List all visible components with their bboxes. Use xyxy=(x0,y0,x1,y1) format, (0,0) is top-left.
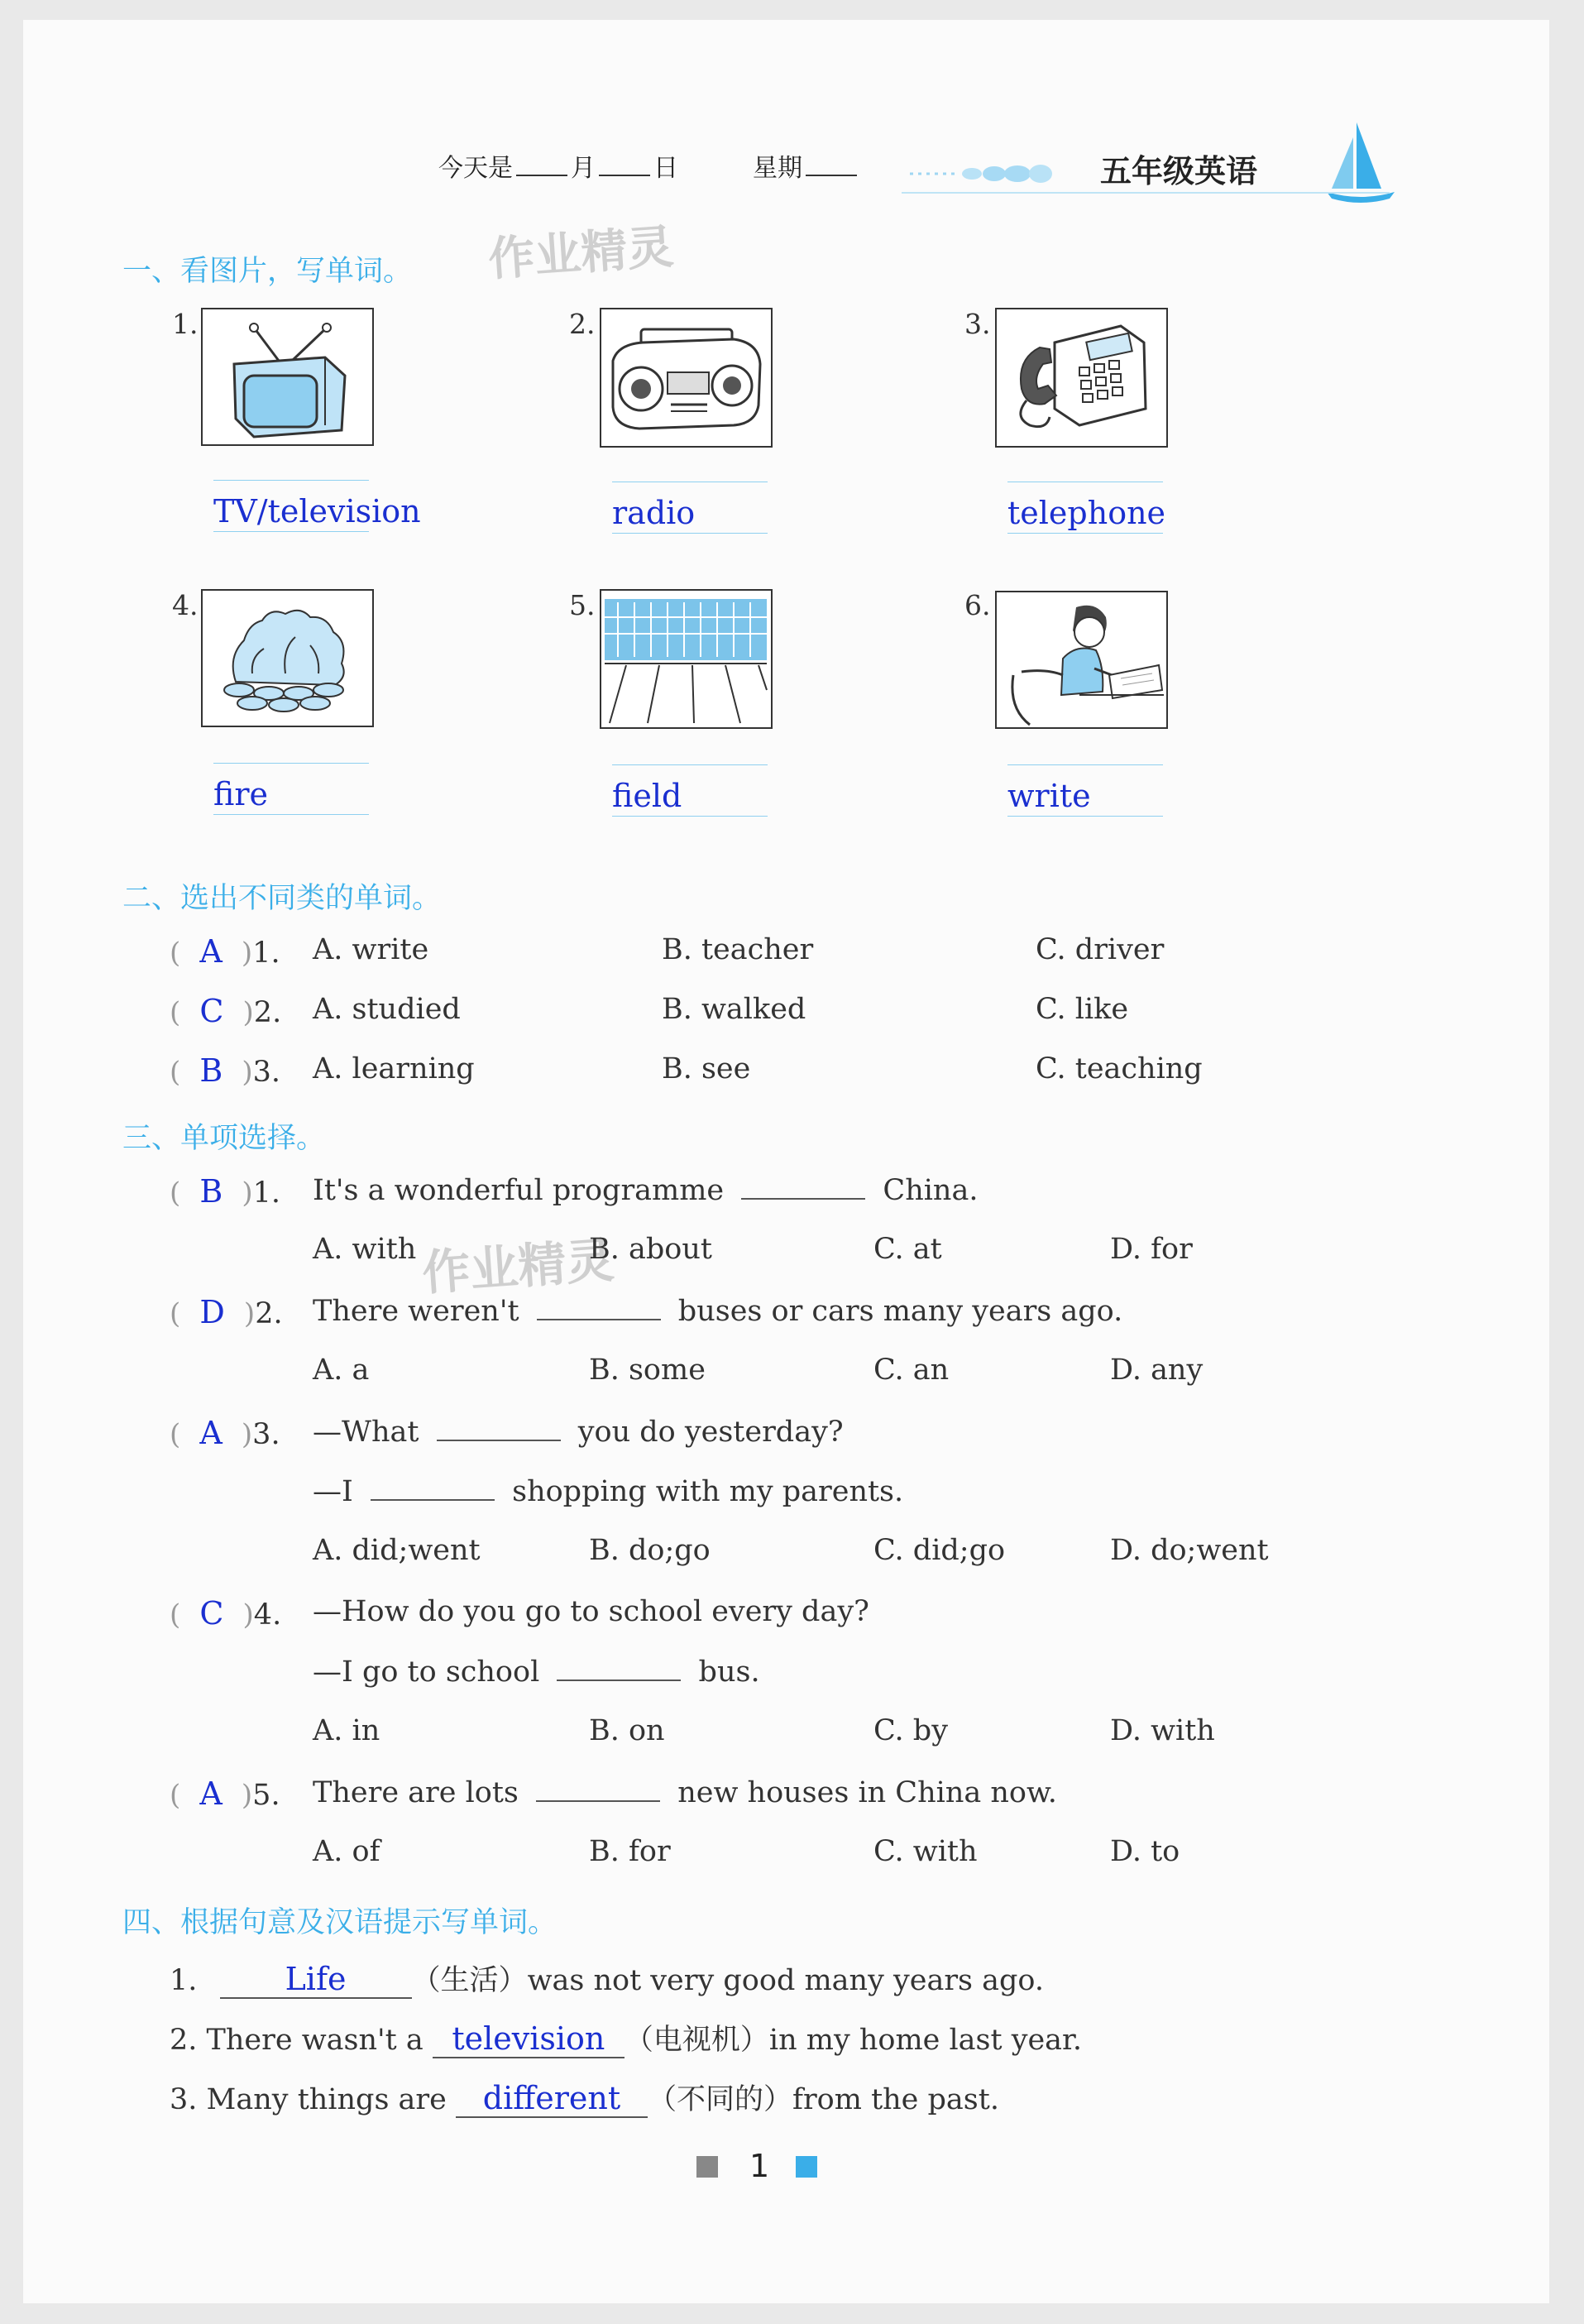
paren-close: ) xyxy=(242,1598,254,1632)
s2-q2-option-b: B. walked xyxy=(662,993,806,1026)
s3-q1-text-after: China. xyxy=(883,1174,979,1207)
s3-q1-number: 1. xyxy=(252,1176,281,1210)
s3-q3-blank xyxy=(437,1415,561,1441)
watermark-top: 作业精灵 xyxy=(486,220,676,287)
answer2-text: radio xyxy=(612,495,696,531)
s3-q2-text-after: buses or cars many years ago. xyxy=(677,1295,1123,1328)
answer4-text: fire xyxy=(213,776,268,812)
s3-q1-blank xyxy=(741,1173,865,1200)
writing-line xyxy=(1007,764,1163,765)
s3-q4-line2-before: —I go to school xyxy=(313,1656,540,1689)
footer-gray-square xyxy=(696,2156,718,2178)
s4-item1-hint: （生活） xyxy=(411,1964,528,1997)
month-label: 月 xyxy=(571,154,596,183)
s2-q2-option-a: A. studied xyxy=(313,993,461,1026)
s2-q3-option-c: C. teaching xyxy=(1036,1052,1203,1085)
radio-icon xyxy=(600,308,773,448)
writing-line xyxy=(213,763,369,764)
s3-question-3 xyxy=(170,1415,280,1451)
paren-close: ) xyxy=(242,1176,253,1210)
answer5-text: field xyxy=(612,778,682,814)
section3-title: 三、单项选择。 xyxy=(122,1122,326,1155)
s3-q3-stem xyxy=(313,1415,844,1449)
s3-q4-option-d: D. with xyxy=(1110,1714,1215,1747)
s2-q1-number: 1. xyxy=(252,937,280,970)
s2-q1-answer: A xyxy=(199,933,223,970)
s3-question-4 xyxy=(170,1595,281,1632)
answer1-text: TV/television xyxy=(213,493,421,529)
s3-q1-option-c: C. at xyxy=(873,1233,942,1266)
writing-boy-icon xyxy=(995,591,1168,729)
paren-open: ( xyxy=(170,1598,181,1632)
field-icon xyxy=(600,589,773,729)
s3-q3-line2 xyxy=(313,1474,903,1508)
s4-item2-text-after: in my home last year. xyxy=(768,2024,1083,2057)
s3-q5-text-before: There are lots xyxy=(313,1776,519,1809)
s2-q3-option-b: B. see xyxy=(662,1052,751,1085)
fire-icon xyxy=(201,589,374,727)
watermark-middle: 作业精灵 xyxy=(420,1231,616,1301)
s3-q4-option-c: C. by xyxy=(873,1714,948,1747)
s3-q1-stem xyxy=(313,1173,978,1207)
item5-number: 5. xyxy=(569,589,596,621)
s2-question-1 xyxy=(170,933,280,970)
s3-q5-option-b: B. for xyxy=(589,1835,671,1868)
s3-q3-option-d: D. do;went xyxy=(1110,1534,1269,1567)
s3-q5-text-after: new houses in China now. xyxy=(677,1776,1057,1809)
grade-title: 五年级英语 xyxy=(1100,153,1258,189)
s3-q5-option-d: D. to xyxy=(1110,1835,1180,1868)
s3-q5-option-a: A. of xyxy=(313,1835,380,1868)
s3-q2-stem xyxy=(313,1294,1122,1328)
paren-open: ( xyxy=(170,1056,181,1089)
writing-line xyxy=(213,531,369,532)
s3-q5-stem xyxy=(313,1775,1057,1809)
s2-q1-option-a: A. write xyxy=(313,933,429,966)
s4-item1-number: 1. xyxy=(170,1964,198,1997)
s3-q3-option-a: A. did;went xyxy=(313,1534,481,1567)
s2-q2-number: 2. xyxy=(253,996,282,1029)
date-prefix: 今天是 xyxy=(438,154,513,183)
s3-q1-option-a: A. with xyxy=(313,1233,417,1266)
writing-line xyxy=(612,764,768,765)
s4-item2-hint: （电视机） xyxy=(624,2024,769,2057)
s3-question-2 xyxy=(170,1294,283,1330)
footer-blue-square xyxy=(796,2156,817,2178)
weekday-blank xyxy=(806,171,857,176)
s2-q1-option-c: C. driver xyxy=(1036,933,1165,966)
paren-close: ) xyxy=(242,996,254,1029)
weekday-label: 星期 xyxy=(753,154,802,183)
s3-q3-text-after: you do yesterday? xyxy=(577,1416,844,1449)
s3-q4-number: 4. xyxy=(253,1598,282,1632)
s3-q4-option-b: B. on xyxy=(589,1714,665,1747)
answer4-area xyxy=(213,763,369,815)
header-decoration xyxy=(910,157,1055,190)
answer3-area xyxy=(1007,482,1165,534)
item2-number: 2. xyxy=(569,308,596,340)
telephone-icon xyxy=(995,308,1168,448)
s4-item3-number: 3. xyxy=(170,2083,198,2116)
answer1-area xyxy=(213,480,421,532)
date-line xyxy=(438,147,860,184)
s3-q3-number: 3. xyxy=(252,1418,280,1451)
header-rule xyxy=(902,192,1390,194)
s3-q1-answer: B xyxy=(199,1173,223,1210)
paren-open: ( xyxy=(170,1176,181,1210)
answer6-area xyxy=(1007,764,1163,817)
paren-open: ( xyxy=(170,1418,181,1451)
writing-line xyxy=(1007,816,1163,817)
writing-line xyxy=(213,480,369,481)
paren-close: ) xyxy=(243,1297,256,1330)
s2-q3-number: 3. xyxy=(252,1056,281,1089)
s4-item3-answer: different xyxy=(456,2080,648,2118)
s3-q4-blank xyxy=(557,1655,681,1681)
s3-q2-text-before: There weren't xyxy=(313,1295,519,1328)
s2-q2-answer: C xyxy=(199,993,224,1029)
s4-item1-text-after: was not very good many years ago. xyxy=(527,1964,1044,1997)
s3-q4-line2 xyxy=(313,1655,760,1689)
s2-question-2 xyxy=(170,993,281,1029)
s3-q2-answer: D xyxy=(199,1294,225,1330)
s3-q3-option-b: B. do;go xyxy=(589,1534,711,1567)
s3-q1-option-d: D. for xyxy=(1110,1233,1193,1266)
section2-title: 二、选出不同类的单词。 xyxy=(122,882,442,915)
s4-item-2 xyxy=(170,2017,1082,2058)
s3-q3-line2-before: —I xyxy=(313,1475,353,1508)
s3-q1-option-b: B. about xyxy=(589,1233,712,1266)
s3-q2-option-c: C. an xyxy=(873,1354,950,1387)
day-label: 日 xyxy=(653,154,678,183)
paren-open: ( xyxy=(170,996,181,1029)
s3-q4-line1: —How do you go to school every day? xyxy=(313,1595,869,1628)
tv-icon xyxy=(201,308,374,446)
s2-q1-option-b: B. teacher xyxy=(662,933,814,966)
writing-line xyxy=(213,814,369,815)
s2-question-3 xyxy=(170,1052,280,1089)
s4-item-1 xyxy=(170,1957,1044,1999)
item6-number: 6. xyxy=(964,589,991,621)
month-blank xyxy=(516,171,567,176)
s3-q4-answer: C xyxy=(199,1595,224,1632)
s2-q3-option-a: A. learning xyxy=(313,1052,475,1085)
s3-q2-blank xyxy=(537,1294,661,1320)
s2-q2-option-c: C. like xyxy=(1036,993,1129,1026)
s2-q3-answer: B xyxy=(199,1052,223,1089)
item4-number: 4. xyxy=(172,589,199,621)
paren-close: ) xyxy=(242,1056,253,1089)
page-number: 1 xyxy=(749,2148,770,2184)
writing-line xyxy=(612,816,768,817)
s3-q2-option-a: A. a xyxy=(313,1354,370,1387)
s3-q5-answer: A xyxy=(199,1775,223,1812)
section4-title: 四、根据句意及汉语提示写单词。 xyxy=(122,1906,558,1939)
s3-q2-option-b: B. some xyxy=(589,1354,706,1387)
s4-item3-text-before: Many things are xyxy=(206,2083,447,2116)
answer6-text: write xyxy=(1007,778,1091,814)
s4-item3-hint: （不同的） xyxy=(647,2083,792,2116)
item3-number: 3. xyxy=(964,308,991,340)
s3-question-1 xyxy=(170,1173,280,1210)
s3-q5-blank xyxy=(536,1775,660,1802)
s3-q3-option-c: C. did;go xyxy=(873,1534,1006,1567)
day-blank xyxy=(599,171,650,176)
s4-item-3 xyxy=(170,2077,999,2118)
s4-item1-answer: Life xyxy=(220,1961,412,1999)
s3-q5-option-c: C. with xyxy=(873,1835,978,1868)
s3-q3-text-before: —What xyxy=(313,1416,419,1449)
paren-open: ( xyxy=(170,937,181,970)
section1-title: 一、看图片，写单词。 xyxy=(122,255,413,288)
s3-q3-blank2 xyxy=(371,1474,495,1501)
answer5-area xyxy=(612,764,768,817)
s3-q4-line2-after: bus. xyxy=(698,1656,760,1689)
s3-q2-option-d: D. any xyxy=(1110,1354,1204,1387)
paren-close: ) xyxy=(241,1418,253,1451)
s3-q4-option-a: A. in xyxy=(313,1714,380,1747)
item1-number: 1. xyxy=(172,308,199,340)
answer2-area xyxy=(612,482,768,534)
writing-line xyxy=(612,533,768,534)
paren-close: ) xyxy=(241,937,253,970)
answer3-text: telephone xyxy=(1007,495,1166,531)
paren-open: ( xyxy=(170,1779,181,1812)
paren-open: ( xyxy=(170,1297,181,1330)
s4-item3-text-after: from the past. xyxy=(792,2083,999,2116)
s4-item2-answer: television xyxy=(433,2020,625,2058)
s3-q5-number: 5. xyxy=(252,1779,280,1812)
s3-question-5 xyxy=(170,1775,280,1812)
s3-q2-number: 2. xyxy=(255,1297,283,1330)
s3-q1-text-before: It's a wonderful programme xyxy=(313,1174,725,1207)
s3-q3-answer: A xyxy=(199,1415,223,1451)
s4-item2-text-before: There wasn't a xyxy=(206,2024,424,2057)
s3-q3-line2-after: shopping with my parents. xyxy=(512,1475,904,1508)
s4-item2-number: 2. xyxy=(170,2024,198,2057)
writing-line xyxy=(1007,533,1163,534)
paren-close: ) xyxy=(241,1779,253,1812)
